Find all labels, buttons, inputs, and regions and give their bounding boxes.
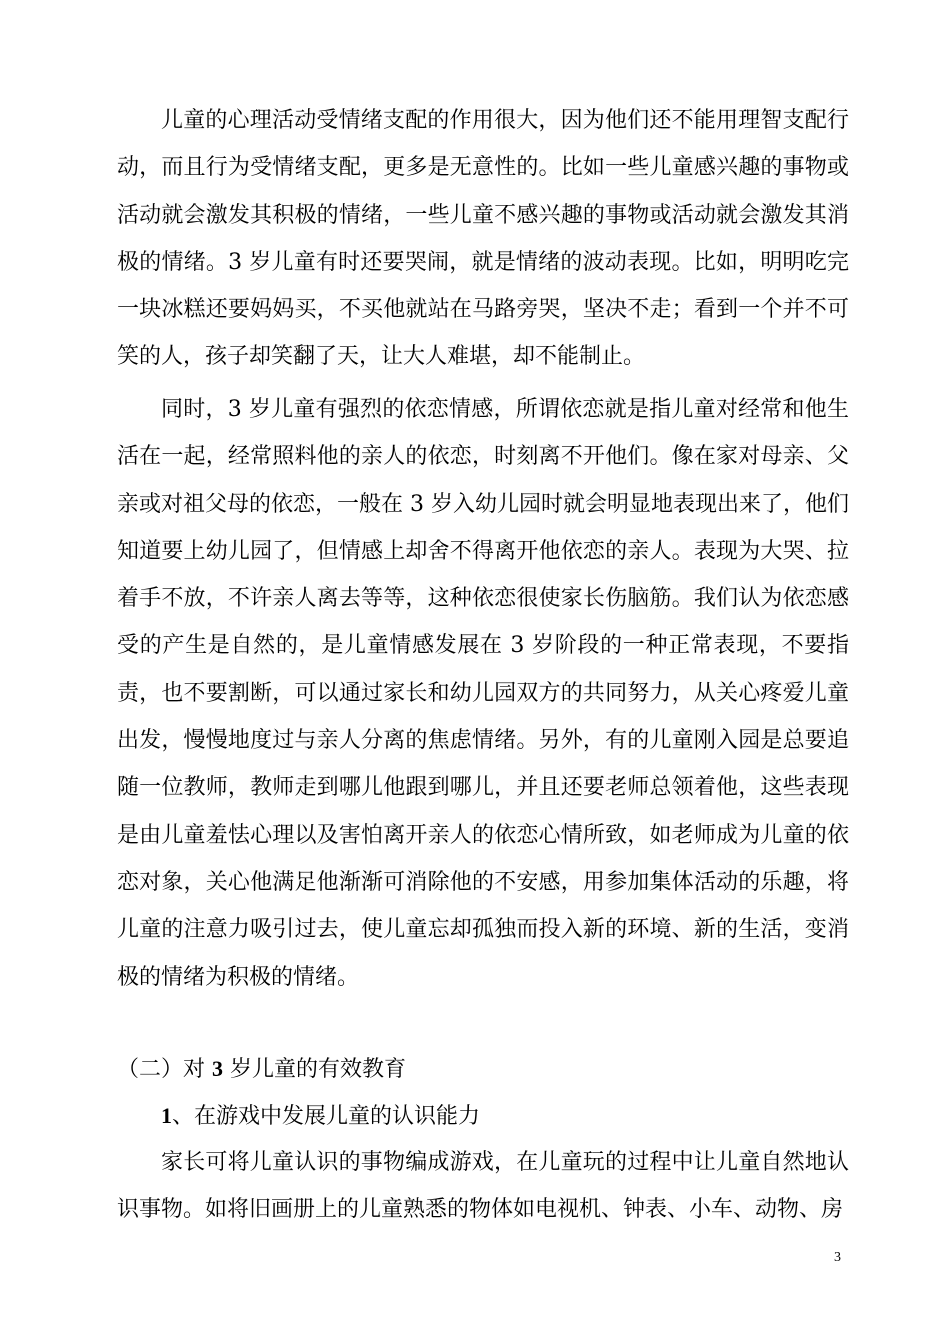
subsection-heading-number: 1 [161,1103,172,1128]
body-paragraph: 儿童的心理活动受情绪支配的作用很大，因为他们还不能用理智支配行动，而且行为受情绪支配，更多是无意性的。比如一些儿童感兴趣的事物或活动就会激发其积极的情绪，一些儿童不感兴趣的事物或活动就会激发其消极的情绪。3 岁儿童有时还要哭闹，就是情绪的波动表现。比如，明明吃完一块冰糕还要妈妈买，不买他就站在马路旁哭，坚决不走；看到一个并不可笑的人，孩子却笑翻了天，让大人难堪，却不能制止。 [117,108,849,370]
section-heading-number: 3 [212,1056,224,1081]
section-heading [117,1045,406,1093]
page-number: 3 [834,1250,841,1265]
body-paragraph: 家长可将儿童认识的事物编成游戏，在儿童玩的过程中让儿童自然地认识事物。如将旧画册上的儿童熟悉的物体如电视机、钟表、小车、动物、房 [117,1150,849,1223]
section-heading-prefix: （二）对 [117,1057,206,1082]
subsection-heading-text: 、在游戏中发展儿童的认识能力 [172,1104,481,1129]
section-heading-suffix: 岁儿童的有效教育 [230,1057,407,1082]
body-paragraph: 同时，3 岁儿童有强烈的依恋情感，所谓依恋就是指儿童对经常和他生活在一起，经常照料他的亲人的依恋，时刻离不开他们。像在家对母亲、父亲或对祖父母的依恋，一般在 3 岁入幼儿园时就会明显地表现出来了，他们知道要上幼儿园了，但情感上却舍不得离开他依恋的亲人。表现为大哭、拉着手不放，不许亲人离去等等，这种依恋很使家长伤脑筋。我们认为依恋感受的产生是自然的，是儿童情感发展在 3 岁阶段的一种正常表现，不要指责，也不要割断，可以通过家长和幼儿园双方的共同努力，从关心疼爱儿童出发，慢慢地度过与亲人分离的焦虑情绪。另外，有的儿童刚入园是总要追随一位教师，教师走到哪儿他跟到哪儿，并且还要老师总领着他，这些表现是由儿童羞怯心理以及害怕离开亲人的依恋心情所致，如老师成为儿童的依恋对象，关心他满足他渐渐可消除他的不安感，用参加集体活动的乐趣，将儿童的注意力吸引过去，使儿童忘却孤独而投入新的环境、新的生活，变消极的情绪为积极的情绪。 [117,397,849,990]
subsection-heading [161,1092,480,1140]
